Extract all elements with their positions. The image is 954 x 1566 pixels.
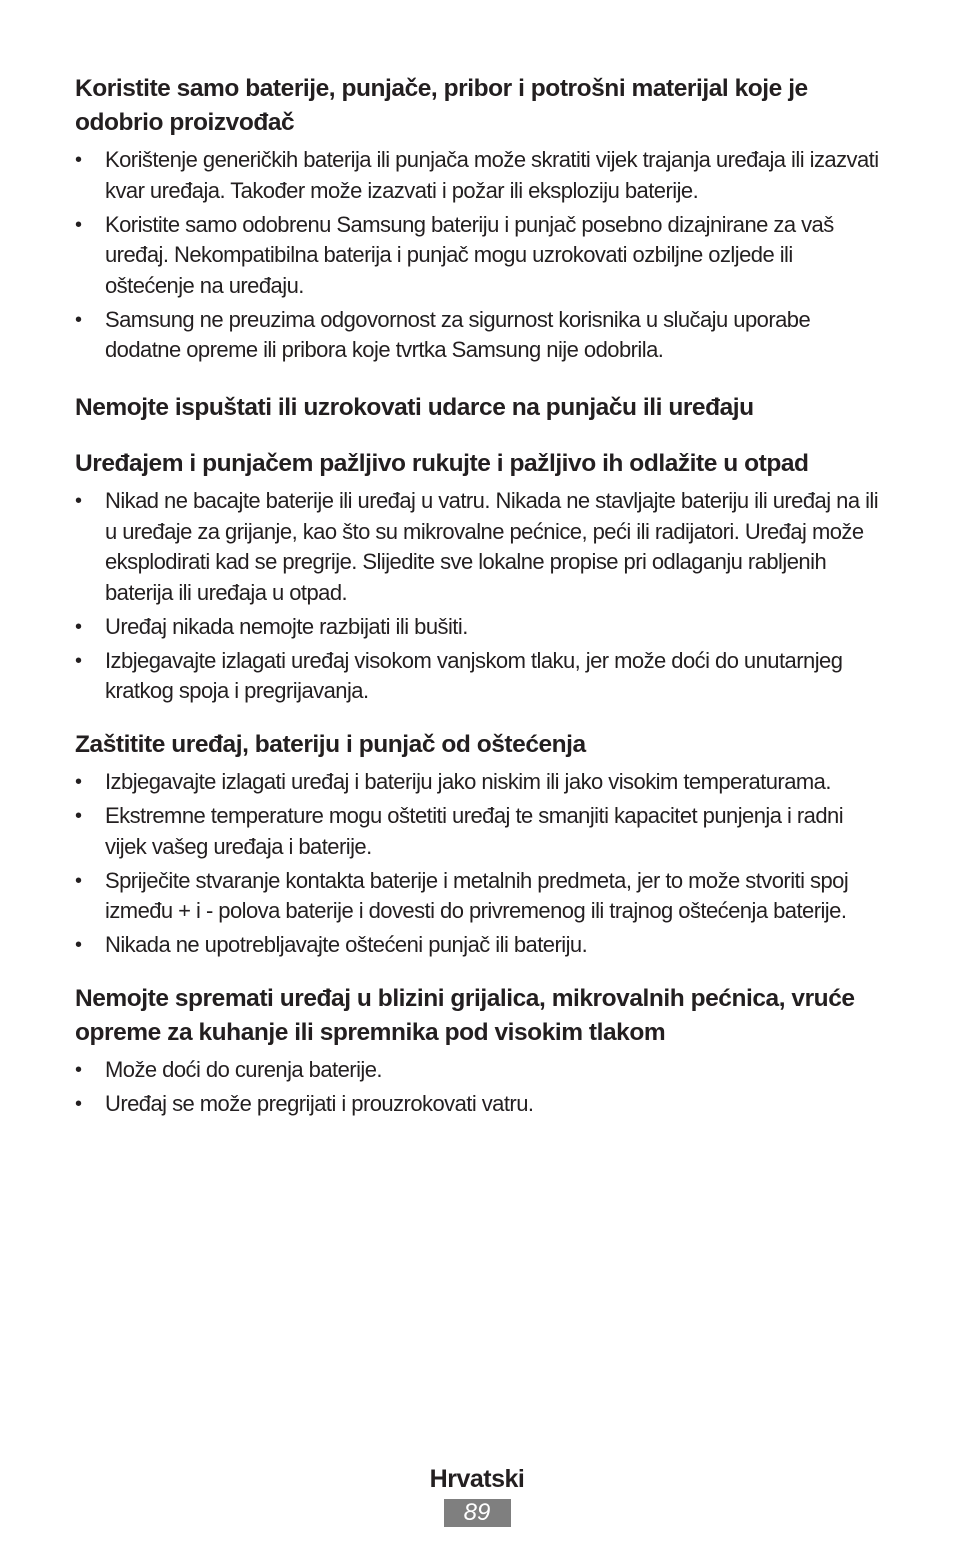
list-item: • Nikada ne upotrebljavajte oštećeni punjač ili bateriju.: [75, 930, 885, 961]
bullet-list: [75, 1055, 885, 1120]
bullet-icon: •: [75, 805, 82, 827]
section-heading: Zaštitite uređaj, bateriju i punjač od oštećenja: [75, 731, 586, 758]
bullet-icon: •: [75, 649, 82, 672]
bullet-icon: •: [75, 308, 82, 331]
list-item: • Uređaj nikada nemojte razbijati ili bušiti.: [75, 612, 885, 643]
bullet-icon: •: [75, 1059, 82, 1081]
page-number-badge: 89: [444, 1499, 511, 1527]
page-footer: [0, 1462, 954, 1527]
bullet-icon: •: [75, 149, 82, 171]
section-heading: Uređajem i punjačem pažljivo rukujte i pažljivo ih odlažite u otpad: [75, 450, 809, 477]
page-content: [75, 72, 885, 1123]
list-item: • Samsung ne preuzima odgovornost za sigurnost korisnika u slučaju uporabe dodatne opreme ili pribora koje tvrtka Samsung nije odobrila.: [75, 306, 811, 362]
bullet-icon: •: [75, 615, 82, 638]
list-item: • Izbjegavajte izlagati uređaj i bateriju jako niskim ili jako visokim temperaturama.: [75, 767, 885, 798]
list-item: • Koristite samo odobrenu Samsung bateriju i punjač posebno dizajnirane za vaš uređaj. Nekompatibilna baterija i punjač mogu uzrokovati ozbiljne ozljede ili oštećenje na uređaju.: [75, 211, 834, 298]
bullet-list: [75, 767, 885, 961]
section-heading: Koristite samo baterije, punjače, pribor i potrošni materijal koje je odobrio proizvođač: [75, 75, 808, 136]
list-item: • Nikad ne bacajte baterije ili uređaj u vatru. Nikada ne stavljajte bateriju ili uređaj na ili u uređaje za grijanje, kao što su mikrovalne pećnice, peći ili radijatori. Uređaj može eksplodirati kad se pregrije. Slijedite sve lokalne propise pri odlaganju rabljenih baterija ili uređaja u otpad.: [75, 488, 879, 605]
list-item: • Izbjegavajte izlagati uređaj visokom vanjskom tlaku, jer može doći do unutarnjeg kratkog spoja i pregrijavanja.: [75, 647, 843, 703]
section-storage: [75, 982, 885, 1120]
list-item: • Ekstremne temperature mogu oštetiti uređaj te smanjiti kapacitet punjenja i radni vijek vašeg uređaja i baterije.: [75, 803, 844, 859]
bullet-icon: •: [75, 490, 82, 512]
bullet-list: [75, 145, 885, 366]
section-no-drop: [75, 391, 885, 425]
bullet-icon: •: [75, 213, 82, 236]
list-item: • Spriječite stvaranje kontakta baterije i metalnih predmeta, jer to može stvoriti spoj između + i - polova baterije i dovesti do privremenog ili trajnog oštećenja baterije.: [75, 867, 849, 923]
list-item: • Može doći do curenja baterije.: [75, 1055, 885, 1086]
bullet-icon: •: [75, 934, 82, 956]
section-heading: Nemojte ispuštati ili uzrokovati udarce na punjaču ili uređaju: [75, 394, 754, 421]
footer-language: Hrvatski: [429, 1465, 525, 1493]
bullet-icon: •: [75, 771, 82, 793]
list-item: • Korištenje generičkih baterija ili punjača može skratiti vijek trajanja uređaja ili izazvati kvar uređaja. Također može izazvati i požar ili eksploziju baterije.: [75, 147, 879, 203]
section-protect-device: [75, 728, 885, 961]
bullet-icon: •: [75, 1093, 82, 1115]
bullet-list: [75, 486, 885, 707]
bullet-icon: •: [75, 869, 82, 892]
section-approved-accessories: [75, 72, 885, 366]
section-disposal: [75, 447, 885, 707]
section-heading: Nemojte spremati uređaj u blizini grijalica, mikrovalnih pećnica, vruće opreme za kuhanje ili spremnika pod visokim tlakom: [75, 985, 855, 1046]
list-item: • Uređaj se može pregrijati i prouzrokovati vatru.: [75, 1089, 885, 1120]
